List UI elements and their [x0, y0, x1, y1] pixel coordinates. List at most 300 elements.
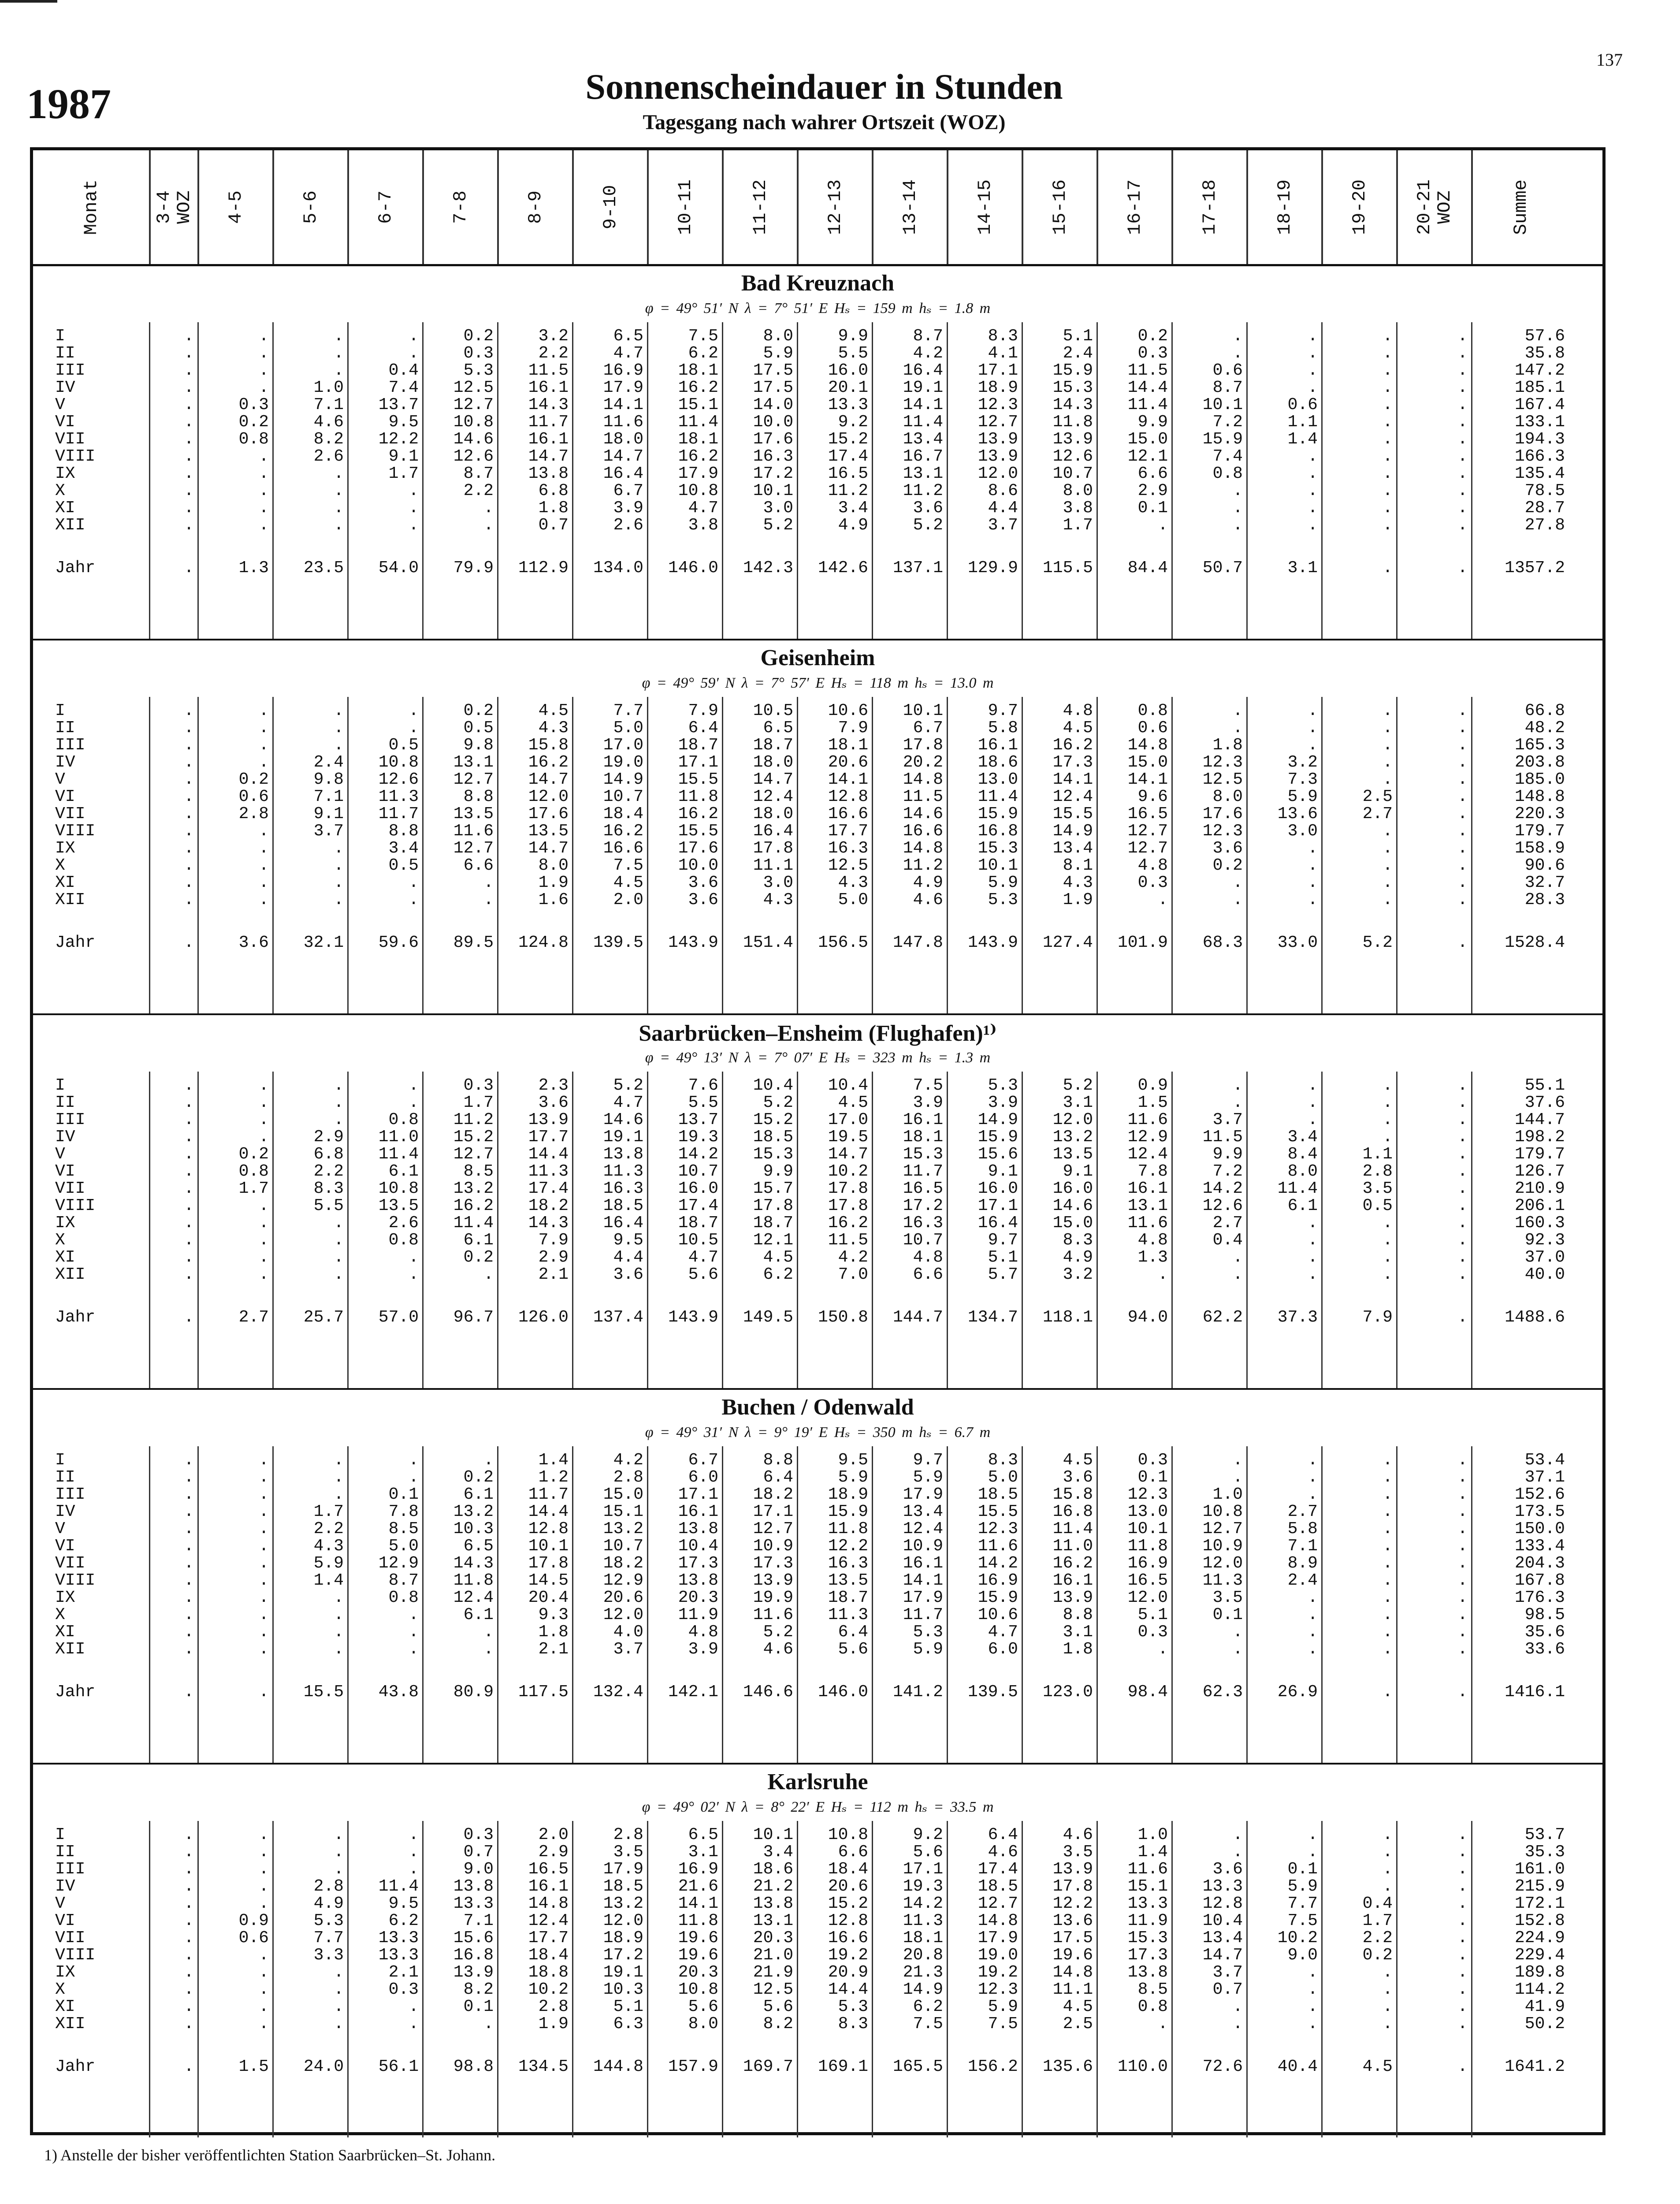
- table-cell: 18.9: [978, 378, 1018, 397]
- month-label: VI: [55, 1537, 75, 1556]
- table-cell: 134.7: [967, 1308, 1018, 1327]
- table-cell: 0.2: [1212, 856, 1243, 875]
- table-cell: 12.4: [528, 1911, 569, 1930]
- table-cell: 16.8: [978, 822, 1018, 841]
- table-cell: 28.3: [1524, 890, 1565, 909]
- table-cell: 5.9: [763, 344, 793, 363]
- table-cell: .: [259, 839, 269, 858]
- table-cell: 40.0: [1524, 1265, 1565, 1284]
- table-cell: 11.6: [1127, 1214, 1168, 1232]
- table-cell: 5.3: [913, 1623, 943, 1642]
- table-cell: .: [1457, 1860, 1468, 1879]
- table-cell: .: [1457, 447, 1468, 466]
- table-cell: 4.3: [538, 719, 569, 737]
- table-cell: 25.7: [303, 1308, 344, 1327]
- table-cell: 5.6: [838, 1640, 868, 1659]
- table-cell: 8.9: [1287, 1554, 1318, 1573]
- table-cell: 0.2: [463, 1248, 494, 1267]
- table-cell: 15.0: [603, 1485, 643, 1504]
- table-row: [33, 1128, 1602, 1146]
- table-cell: .: [184, 1265, 194, 1284]
- table-cell: .: [1457, 770, 1468, 789]
- table-cell: .: [1383, 1623, 1393, 1642]
- station-data-table: [33, 322, 1602, 639]
- table-cell: .: [409, 344, 419, 363]
- table-cell: .: [1308, 1110, 1318, 1129]
- table-cell: .: [334, 481, 344, 500]
- table-cell: 210.9: [1514, 1179, 1565, 1198]
- table-cell: 6.4: [838, 1623, 868, 1642]
- table-cell: 12.7: [453, 395, 494, 414]
- table-row: [33, 1929, 1602, 1947]
- footnote: 1) Anstelle der bisher veröffentlichten Station Saarbrücken–St. Johann.: [44, 2146, 496, 2164]
- table-cell: 15.2: [753, 1110, 793, 1129]
- table-cell: 13.1: [903, 464, 943, 483]
- table-cell: 7.2: [1212, 413, 1243, 432]
- table-cell: 13.1: [753, 1911, 793, 1930]
- table-cell: 12.7: [1127, 822, 1168, 841]
- station-name: Saarbrücken–Ensheim (Flughafen)¹⁾: [639, 1021, 997, 1046]
- table-cell: 48.2: [1524, 719, 1565, 737]
- table-cell: .: [1308, 719, 1318, 737]
- table-cell: .: [1158, 516, 1168, 535]
- table-cell: .: [1457, 804, 1468, 823]
- table-cell: 2.1: [538, 1265, 569, 1284]
- table-cell: 7.9: [688, 701, 718, 720]
- table-cell: .: [259, 1485, 269, 1504]
- table-cell: 1.0: [1137, 1825, 1168, 1844]
- station-coordinates: φ = 49° 02′ N λ = 8° 22′ E Hₛ = 112 m hₛ = 33.5 m: [642, 1799, 994, 1815]
- table-cell: 2.8: [313, 1877, 344, 1896]
- table-cell: 16.1: [978, 736, 1018, 755]
- table-cell: 10.1: [978, 856, 1018, 875]
- table-cell: .: [1383, 1588, 1393, 1607]
- table-cell: .: [184, 1076, 194, 1095]
- table-cell: .: [1457, 481, 1468, 500]
- table-cell: 124.8: [518, 933, 569, 952]
- table-cell: 15.2: [828, 1894, 868, 1913]
- table-cell: 37.1: [1524, 1468, 1565, 1487]
- table-cell: 4.6: [1063, 1825, 1093, 1844]
- table-cell: 5.9: [1287, 787, 1318, 806]
- column-header: [797, 150, 872, 264]
- column-header-label: 11-12: [750, 179, 771, 235]
- table-cell: 14.9: [1052, 822, 1093, 841]
- table-cell: 11.4: [903, 413, 943, 432]
- table-cell: 10.8: [378, 1179, 419, 1198]
- table-cell: 11.5: [1202, 1128, 1243, 1147]
- table-cell: .: [409, 1843, 419, 1861]
- table-cell: .: [1383, 839, 1393, 858]
- table-cell: 14.1: [678, 1894, 718, 1913]
- table-cell: 10.3: [603, 1980, 643, 1999]
- table-cell: 11.6: [1127, 1860, 1168, 1879]
- table-cell: 12.6: [1052, 447, 1093, 466]
- table-cell: 0.4: [1212, 1231, 1243, 1250]
- table-cell: .: [259, 1451, 269, 1470]
- column-header: [197, 150, 272, 264]
- table-cell: .: [184, 1468, 194, 1487]
- table-cell: 11.8: [678, 787, 718, 806]
- month-label: V: [55, 395, 65, 414]
- table-cell: 18.7: [753, 736, 793, 755]
- table-cell: .: [259, 361, 269, 380]
- table-cell: 16.6: [903, 822, 943, 841]
- table-cell: .: [1233, 344, 1243, 363]
- table-cell: 32.1: [303, 933, 344, 952]
- table-cell: 6.1: [463, 1485, 494, 1504]
- table-cell: 18.7: [753, 1214, 793, 1232]
- table-cell: 17.6: [528, 804, 569, 823]
- table-cell: .: [409, 2014, 419, 2033]
- month-label: I: [55, 1825, 65, 1844]
- table-cell: .: [259, 344, 269, 363]
- table-cell: 3.4: [1287, 1128, 1318, 1147]
- table-cell: 5.0: [388, 1537, 419, 1556]
- table-cell: 18.1: [903, 1928, 943, 1947]
- table-cell: 137.4: [593, 1308, 643, 1327]
- table-cell: 204.3: [1514, 1554, 1565, 1573]
- table-cell: 0.5: [463, 719, 494, 737]
- table-cell: .: [334, 1248, 344, 1267]
- table-cell: 66.8: [1524, 701, 1565, 720]
- table-cell: 10.6: [828, 701, 868, 720]
- table-cell: .: [1233, 2014, 1243, 2033]
- table-cell: 35.8: [1524, 344, 1565, 363]
- table-cell: .: [334, 719, 344, 737]
- table-cell: 17.7: [528, 1128, 569, 1147]
- column-header-label: 10-11: [675, 179, 696, 235]
- column-header: [272, 150, 347, 264]
- table-cell: .: [1457, 395, 1468, 414]
- table-cell: .: [184, 481, 194, 500]
- table-cell: 15.2: [453, 1128, 494, 1147]
- month-label: Jahr: [55, 933, 96, 952]
- table-cell: .: [1308, 516, 1318, 535]
- table-cell: 135.4: [1514, 464, 1565, 483]
- table-cell: 19.1: [603, 1128, 643, 1147]
- table-cell: .: [334, 327, 344, 346]
- table-row: [33, 345, 1602, 362]
- table-cell: 7.6: [688, 1076, 718, 1095]
- table-cell: .: [334, 464, 344, 483]
- table-cell: .: [184, 770, 194, 789]
- table-cell: 14.9: [603, 770, 643, 789]
- table-cell: 20.3: [753, 1928, 793, 1947]
- table-cell: 8.5: [388, 1519, 419, 1538]
- table-cell: 18.2: [753, 1485, 793, 1504]
- table-cell: .: [1308, 378, 1318, 397]
- table-cell: .: [259, 822, 269, 841]
- table-cell: 1.8: [1063, 1640, 1093, 1659]
- table-cell: 17.8: [828, 1196, 868, 1215]
- table-cell: 10.8: [453, 413, 494, 432]
- table-cell: 8.0: [1212, 787, 1243, 806]
- table-cell: 7.0: [838, 1265, 868, 1284]
- table-cell: .: [1457, 1911, 1468, 1930]
- table-cell: 7.1: [1287, 1537, 1318, 1556]
- table-cell: .: [1308, 1468, 1318, 1487]
- table-cell: 14.8: [903, 839, 943, 858]
- table-cell: .: [1233, 327, 1243, 346]
- table-cell: 13.3: [828, 395, 868, 414]
- table-cell: 143.9: [668, 933, 718, 952]
- table-row: [33, 1266, 1602, 1283]
- table-cell: 18.8: [528, 1963, 569, 1982]
- table-cell: 14.8: [1127, 736, 1168, 755]
- month-label: X: [55, 856, 65, 875]
- table-cell: 0.1: [1212, 1605, 1243, 1624]
- table-cell: 9.9: [1212, 1145, 1243, 1164]
- table-cell: 4.6: [913, 890, 943, 909]
- table-cell: 10.9: [1202, 1537, 1243, 1556]
- table-cell: .: [334, 1843, 344, 1861]
- table-cell: 13.3: [378, 1928, 419, 1947]
- table-cell: 13.8: [528, 464, 569, 483]
- month-label: III: [55, 1110, 85, 1129]
- month-label: XI: [55, 499, 75, 517]
- table-cell: .: [184, 1145, 194, 1164]
- table-cell: 4.3: [313, 1537, 344, 1556]
- table-cell: 16.2: [453, 1196, 494, 1215]
- table-cell: .: [259, 701, 269, 720]
- table-cell: 6.6: [1137, 464, 1168, 483]
- table-cell: .: [259, 1946, 269, 1965]
- table-cell: 8.7: [388, 1571, 419, 1590]
- table-cell: .: [1233, 516, 1243, 535]
- table-cell: 1528.4: [1505, 933, 1565, 952]
- table-cell: 13.3: [1127, 1894, 1168, 1913]
- table-cell: 18.7: [828, 1588, 868, 1607]
- table-cell: 11.6: [453, 822, 494, 841]
- table-cell: .: [1158, 1640, 1168, 1659]
- table-cell: 3.3: [313, 1946, 344, 1965]
- table-cell: 56.1: [378, 2057, 419, 2076]
- table-cell: 5.8: [988, 719, 1018, 737]
- table-cell: 15.3: [903, 1145, 943, 1164]
- table-cell: 4.2: [838, 1248, 868, 1267]
- table-cell: 17.8: [753, 839, 793, 858]
- table-cell: .: [259, 1554, 269, 1573]
- table-cell: 13.6: [1277, 804, 1318, 823]
- table-cell: 18.0: [753, 804, 793, 823]
- table-cell: 10.9: [903, 1537, 943, 1556]
- table-cell: 13.9: [528, 1110, 569, 1129]
- table-cell: 12.7: [1202, 1519, 1243, 1538]
- table-cell: 13.6: [1052, 1911, 1093, 1930]
- table-cell: 11.4: [378, 1877, 419, 1896]
- table-cell: .: [483, 873, 494, 892]
- table-cell: 215.9: [1514, 1877, 1565, 1896]
- table-row: [33, 857, 1602, 874]
- table-cell: 16.5: [903, 1179, 943, 1198]
- table-cell: 0.2: [463, 327, 494, 346]
- table-cell: 143.9: [967, 933, 1018, 952]
- table-cell: 11.4: [678, 413, 718, 432]
- table-cell: 16.5: [1127, 804, 1168, 823]
- table-cell: .: [184, 1128, 194, 1147]
- table-cell: 2.7: [1212, 1214, 1243, 1232]
- table-cell: 16.2: [678, 378, 718, 397]
- table-cell: 12.6: [378, 770, 419, 789]
- month-label: XII: [55, 890, 85, 909]
- table-cell: 16.5: [1127, 1571, 1168, 1590]
- table-row: [33, 1895, 1602, 1912]
- table-cell: 14.4: [828, 1980, 868, 1999]
- table-cell: 15.9: [978, 1128, 1018, 1147]
- table-cell: 0.5: [1362, 1196, 1393, 1215]
- table-cell: 11.7: [903, 1605, 943, 1624]
- column-header: [149, 150, 197, 264]
- month-label: XI: [55, 1623, 75, 1642]
- month-label: VIII: [55, 447, 96, 466]
- table-cell: 13.9: [978, 447, 1018, 466]
- table-cell: 11.2: [903, 856, 943, 875]
- table-cell: .: [1457, 787, 1468, 806]
- table-cell: 6.5: [463, 1537, 494, 1556]
- table-cell: .: [334, 1963, 344, 1982]
- table-cell: 16.6: [828, 804, 868, 823]
- table-cell: 10.8: [828, 1825, 868, 1844]
- table-cell: 43.8: [378, 1683, 419, 1701]
- table-cell: 0.2: [238, 413, 269, 432]
- table-cell: .: [184, 804, 194, 823]
- month-label: VI: [55, 413, 75, 432]
- table-cell: .: [259, 499, 269, 517]
- table-cell: 12.6: [1202, 1196, 1243, 1215]
- table-cell: 9.8: [463, 736, 494, 755]
- table-row: [33, 1094, 1602, 1111]
- table-cell: .: [334, 839, 344, 858]
- table-cell: 5.6: [763, 1997, 793, 2016]
- table-cell: .: [409, 890, 419, 909]
- table-cell: .: [1383, 516, 1393, 535]
- table-cell: .: [334, 499, 344, 517]
- table-cell: 15.0: [1052, 1214, 1093, 1232]
- table-cell: 13.8: [603, 1145, 643, 1164]
- table-cell: 13.2: [453, 1502, 494, 1521]
- table-cell: 13.9: [1052, 430, 1093, 449]
- table-cell: .: [1383, 1683, 1393, 1701]
- table-cell: 12.0: [1052, 1110, 1093, 1129]
- table-cell: 11.0: [1052, 1537, 1093, 1556]
- table-cell: 0.2: [463, 1468, 494, 1487]
- table-cell: 117.5: [518, 1683, 569, 1701]
- table-cell: 18.5: [978, 1485, 1018, 1504]
- table-cell: 4.9: [838, 516, 868, 535]
- table-cell: .: [334, 1093, 344, 1112]
- table-cell: .: [184, 822, 194, 841]
- table-cell: 14.7: [528, 839, 569, 858]
- table-cell: 3.5: [1063, 1843, 1093, 1861]
- table-cell: 2.7: [1362, 804, 1393, 823]
- table-cell: 12.1: [1127, 447, 1168, 466]
- table-cell: 1641.2: [1505, 2057, 1565, 2076]
- table-cell: 53.4: [1524, 1451, 1565, 1470]
- table-cell: .: [1383, 1571, 1393, 1590]
- table-cell: 0.3: [1137, 344, 1168, 363]
- table-cell: 6.5: [613, 327, 643, 346]
- station-coordinates: φ = 49° 13′ N λ = 7° 07′ E Hₛ = 323 m hₛ = 1.3 m: [645, 1050, 991, 1066]
- table-cell: 12.3: [1202, 753, 1243, 772]
- table-cell: 1.1: [1362, 1145, 1393, 1164]
- table-cell: 1416.1: [1505, 1683, 1565, 1701]
- column-header-label: Summe: [1510, 179, 1531, 235]
- table-cell: 13.9: [1052, 1588, 1093, 1607]
- table-cell: 50.2: [1524, 2014, 1565, 2033]
- table-cell: .: [334, 736, 344, 755]
- table-cell: 6.1: [463, 1231, 494, 1250]
- column-header: [33, 150, 149, 264]
- table-cell: .: [1383, 753, 1393, 772]
- table-cell: 9.7: [913, 1451, 943, 1470]
- table-cell: 6.2: [763, 1265, 793, 1284]
- table-cell: 2.1: [538, 1640, 569, 1659]
- table-cell: 5.3: [463, 361, 494, 380]
- month-label: XI: [55, 873, 75, 892]
- table-cell: 14.7: [1202, 1946, 1243, 1965]
- table-cell: 8.7: [913, 327, 943, 346]
- table-cell: 32.7: [1524, 873, 1565, 892]
- page-title: Sonnenscheindauer in Stunden: [585, 67, 1063, 107]
- table-cell: 12.8: [828, 787, 868, 806]
- table-cell: 1.7: [313, 1502, 344, 1521]
- table-cell: 203.8: [1514, 753, 1565, 772]
- table-cell: 0.8: [1137, 1997, 1168, 2016]
- table-cell: 14.1: [903, 395, 943, 414]
- table-cell: 3.2: [1063, 1265, 1093, 1284]
- table-cell: 5.9: [1287, 1877, 1318, 1896]
- table-cell: 0.7: [538, 516, 569, 535]
- table-cell: 0.6: [1212, 361, 1243, 380]
- table-cell: 11.7: [903, 1162, 943, 1181]
- table-cell: .: [1457, 1843, 1468, 1861]
- month-label: VII: [55, 1179, 85, 1198]
- table-cell: 12.0: [1202, 1554, 1243, 1573]
- table-cell: 13.5: [1052, 1145, 1093, 1164]
- table-cell: .: [409, 1825, 419, 1844]
- table-cell: 11.4: [1052, 1519, 1093, 1538]
- table-cell: 14.3: [528, 395, 569, 414]
- table-cell: .: [1383, 1605, 1393, 1624]
- table-cell: .: [1383, 558, 1393, 577]
- table-cell: .: [1457, 1640, 1468, 1659]
- table-cell: 6.4: [988, 1825, 1018, 1844]
- table-row: [33, 1555, 1602, 1572]
- table-cell: 10.7: [1052, 464, 1093, 483]
- table-row: [33, 891, 1602, 908]
- table-row: [33, 482, 1602, 499]
- table-cell: .: [1457, 873, 1468, 892]
- table-cell: 1.9: [538, 873, 569, 892]
- table-cell: 14.8: [1052, 1963, 1093, 1982]
- table-cell: .: [1308, 481, 1318, 500]
- table-cell: .: [1233, 1640, 1243, 1659]
- table-cell: 11.6: [603, 413, 643, 432]
- month-label: I: [55, 327, 65, 346]
- table-cell: 98.5: [1524, 1605, 1565, 1624]
- table-cell: 12.7: [978, 413, 1018, 432]
- table-cell: .: [1383, 1519, 1393, 1538]
- table-cell: .: [1383, 1554, 1393, 1573]
- table-cell: 17.7: [528, 1928, 569, 1947]
- table-cell: 17.4: [828, 447, 868, 466]
- table-cell: .: [409, 516, 419, 535]
- table-cell: 13.8: [753, 1894, 793, 1913]
- table-row: [33, 771, 1602, 788]
- column-header: [1246, 150, 1321, 264]
- table-cell: .: [1457, 719, 1468, 737]
